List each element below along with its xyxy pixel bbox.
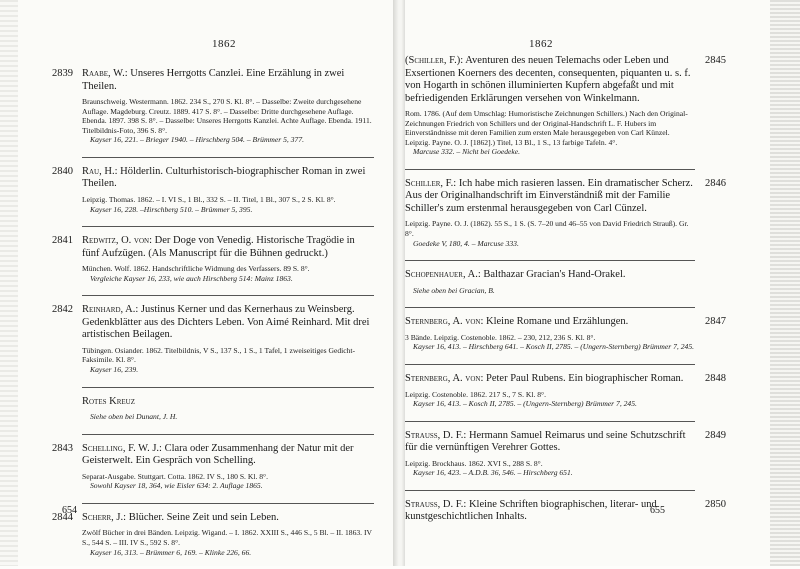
entry-number: 2849	[705, 429, 726, 441]
right-scan-edge	[770, 0, 800, 566]
entry-author: Strauss, D. F.:	[405, 498, 467, 510]
entry-title: Justinus Kerner und das Kernerhaus zu Weinsberg. Gedenkblätter aus des Dichters Leben. Von Aimé Reinhard. Mit drei artistischen Beilagen.	[82, 304, 370, 341]
entry-number: 2839	[52, 68, 73, 79]
bibliography-entry	[52, 442, 374, 491]
right-running-head: 1862	[529, 38, 553, 50]
entry-references: Siehe oben bei Gracian, B.	[413, 285, 495, 295]
bibliography-entry	[52, 165, 374, 214]
entry-author: Strauss, D. F.:	[405, 429, 467, 441]
entry-number: 2841	[52, 235, 73, 247]
entry-divider	[405, 490, 695, 491]
entry-title: Hölderlin. Culturhistorisch-biographischer Roman in zwei Theilen.	[82, 165, 366, 190]
entry-references: Kayser 16, 413. – Hirschberg 641. – Kosch II, 2785. – (Ungern-Sternberg) Brümmer 7, 245.	[413, 342, 695, 352]
left-scan-edge	[0, 0, 18, 566]
bibliography-entry	[52, 511, 374, 557]
entry-references: Kayser 16, 239.	[90, 365, 139, 375]
entry-references: Siehe oben bei Dunant, J. H.	[90, 412, 178, 422]
bibliography-entry	[52, 235, 374, 283]
entry-author: Schopenhauer, A.:	[405, 269, 481, 281]
entry-heading	[405, 269, 695, 282]
entry-heading	[82, 443, 374, 468]
entry-title: Peter Paul Rubens. Ein biographischer Roman.	[483, 373, 684, 385]
entry-author: Scherr, J.:	[82, 511, 127, 523]
entry-references: Kayser 16, 228. –Hirschberg 510. – Brümmer 5, 395.	[90, 204, 253, 214]
entry-heading	[405, 178, 695, 216]
left-page	[0, 0, 395, 566]
entry-divider	[82, 434, 374, 435]
bibliography-entry	[52, 68, 374, 145]
entry-number: 2846	[705, 177, 726, 189]
bibliography-entry	[52, 304, 374, 375]
entry-title: Clara oder Zusammenhang der Natur mit der Geisterwelt. Ein Gespräch von Schelling.	[82, 442, 354, 467]
entry-title: Aventuren des neuen Telemachs oder Leben und Exsertionen Koerners des decenten, consequenten, piquanten u. s. f. von Hogarth in schönen illuminierten Kupfern abgefaßt und mit befriedigenden Erklärungen versehen von Winkelmann.	[405, 55, 691, 104]
entry-divider	[405, 421, 695, 422]
right-page	[405, 0, 800, 566]
entry-imprint: Leipzig. Costenoble. 1862. 217 S., 7 S. Kl. 8°.	[405, 389, 546, 399]
entry-author: Sternberg, A. von:	[405, 316, 484, 328]
bibliography-entry	[405, 55, 726, 157]
entry-author: Rau, H.:	[82, 165, 118, 177]
entry-title: Balthazar Gracian's Hand-Orakel.	[480, 269, 626, 281]
entry-author: Schiller, F.:	[405, 177, 457, 189]
entry-imprint: Zwölf Bücher in drei Bänden. Leipzig. Wigand. – I. 1862. XXIII S., 446 S., 5 Bl. – II. 1863. IV S., 544 S. – III. IV S., 592 S. 8°.	[82, 528, 372, 547]
entry-imprint: Leipzig. Payne. O. J. (1862). 55 S., 1 S. (S. 7–20 und 46–55 von David Friedrich Strauß). Gr. 8°.	[405, 219, 689, 239]
entry-title: Hermann Samuel Reimarus und seine Schutzschrift für die vernünftigen Verehrer Gottes.	[405, 429, 686, 454]
entry-number: 2845	[705, 55, 726, 66]
entry-references: Goedeke V, 180, 4. – Marcuse 333.	[413, 238, 519, 248]
entry-imprint: Rom. 1786. (Auf dem Umschlag: Humoristische Zeichnungen Schillers.) Nach den Original-Zeichnungen Friedrich von Schillers und der Original-Handschrift L. F. Hubers im Einverständnisse mit deren Familien zum ersten Male herausgegeben von Carl Künzel. Leipzig. Payne. O. J. [1862].) Titel, 13 Bl., 1 S., 13 farbige Tafeln. 4°.	[405, 109, 688, 147]
entry-heading	[82, 166, 374, 191]
entry-references: Kayser 16, 413. – Kosch II, 2785. – (Ungern-Sternberg) Brümmer 7, 245.	[413, 399, 637, 409]
entry-title: Kleine Romane und Erzählungen.	[483, 316, 629, 328]
entry-heading	[82, 396, 374, 409]
entry-divider	[82, 387, 374, 388]
entry-number: 2844	[52, 511, 73, 523]
entry-title: Der Doge von Venedig. Historische Tragödie in fünf Aufzügen. (Als Manuscript für die Bühnen gedruckt.)	[82, 235, 355, 259]
entry-references: Sowohl Kayser 18, 364, wie Eisler 634: 2. Auflage 1865.	[90, 481, 263, 491]
entry-references: Marcuse 332. – Nicht bei Goedeke.	[413, 147, 521, 157]
left-running-head: 1862	[212, 38, 236, 50]
entry-number: 2842	[52, 304, 73, 316]
entry-title: Ich habe mich rasieren lassen. Ein dramatischer Scherz. Aus der Originalhandschrift im Einverständniß mit der Familie Schiller's zum erstenmal herausgegeben von Carl Cünzel.	[405, 177, 693, 214]
entry-author: Schelling, F. W. J.:	[82, 442, 162, 454]
right-column	[405, 55, 726, 536]
entry-title: Blücher. Seine Zeit und sein Leben.	[126, 511, 279, 523]
bibliography-entry	[405, 429, 726, 478]
entry-divider	[82, 295, 374, 296]
entry-divider	[82, 226, 374, 227]
entry-references: Vergleiche Kayser 16, 233, wie auch Hirschberg 514: Mainz 1863.	[90, 273, 293, 283]
entry-title: Unseres Herrgotts Canzlei. Eine Erzählung in zwei Theilen.	[82, 68, 345, 92]
entry-number: 2843	[52, 442, 73, 454]
entry-title: Kleine Schriften biographischen, literar- und kunstgeschichtlichen Inhalts.	[405, 498, 657, 523]
bibliography-entry	[405, 316, 726, 352]
bibliography-entry	[82, 396, 374, 422]
entry-divider	[405, 169, 695, 170]
entry-heading	[82, 304, 374, 342]
entry-number: 2840	[52, 165, 73, 177]
bibliography-entry	[405, 177, 726, 248]
entry-heading	[82, 68, 374, 93]
entry-heading	[82, 512, 374, 525]
entry-imprint: München. Wolf. 1862. Handschriftliche Widmung des Verfassers. 89 S. 8°.	[82, 264, 310, 274]
entry-author: Rotes Kreuz	[82, 395, 135, 407]
entry-heading	[405, 55, 695, 105]
entry-author: Sternberg, A. von:	[405, 373, 484, 385]
entry-number: 2848	[705, 373, 726, 385]
entry-divider	[82, 503, 374, 504]
entry-imprint: Leipzig. Brockhaus. 1862. XVI S., 288 S. 8°.	[405, 458, 543, 468]
entry-divider	[405, 364, 695, 365]
entry-number: 2850	[705, 498, 726, 510]
left-page-number: 654	[62, 505, 77, 516]
right-page-number: 655	[650, 505, 665, 516]
entry-author: Raabe, W.:	[82, 68, 128, 79]
entry-imprint: 3 Bände. Leipzig. Costenoble. 1862. – 230, 212, 236 S. Kl. 8°.	[405, 332, 596, 342]
entry-number: 2847	[705, 316, 726, 328]
entry-heading	[405, 430, 695, 455]
entry-imprint: Braunschweig. Westermann. 1862. 234 S., 270 S. Kl. 8°. – Dasselbe: Zweite durchgesehene Auflage. Magdeburg. Creutz. 1889. 417 S. 8°. – Dasselbe: Dritte durchgesehene Auflage. Ebenda. 1897. 398 S. 8°. – Dasselbe: Unseres Herrgotts Kanzlei. Achte Auflage. Ebenda. 1911. Titelbildnis-Foto, 396 S. 8°.	[82, 97, 372, 135]
entry-references: Kayser 16, 313. – Brümmer 6, 169. – Klinke 226, 66.	[90, 547, 252, 557]
entry-author: (Schiller, F.):	[405, 55, 464, 66]
entry-heading	[82, 235, 374, 260]
bibliography-entry	[405, 269, 695, 295]
bibliography-entry	[405, 373, 726, 409]
entry-references: Kayser 16, 423. – A.D.B. 36, 546. – Hirschberg 651.	[413, 468, 573, 478]
entry-divider	[82, 157, 374, 158]
entry-imprint: Tübingen. Osiander. 1862. Titelbildnis, V S., 137 S., 1 S., 1 Tafel, 1 zweiseitiges Gedicht-Faksimile. Kl. 8°.	[82, 345, 356, 365]
entry-heading	[405, 373, 695, 386]
entry-author: Redwitz, O. von:	[82, 235, 152, 247]
entry-heading	[405, 316, 695, 329]
entry-references: Kayser 16, 221. – Brieger 1940. – Hirschberg 504. – Brümmer 5, 377.	[90, 135, 305, 145]
entry-imprint: Leipzig. Thomas. 1862. – I. VI S., 1 Bl., 332 S. – II. Titel, 1 Bl., 307 S., 2 S. Kl. 8°.	[82, 194, 336, 204]
entry-imprint: Separat-Ausgabe. Stuttgart. Cotta. 1862. IV S., 180 S. Kl. 8°.	[82, 471, 268, 481]
entry-divider	[405, 260, 695, 261]
entry-divider	[405, 307, 695, 308]
entry-author: Reinhard, A.:	[82, 304, 139, 316]
